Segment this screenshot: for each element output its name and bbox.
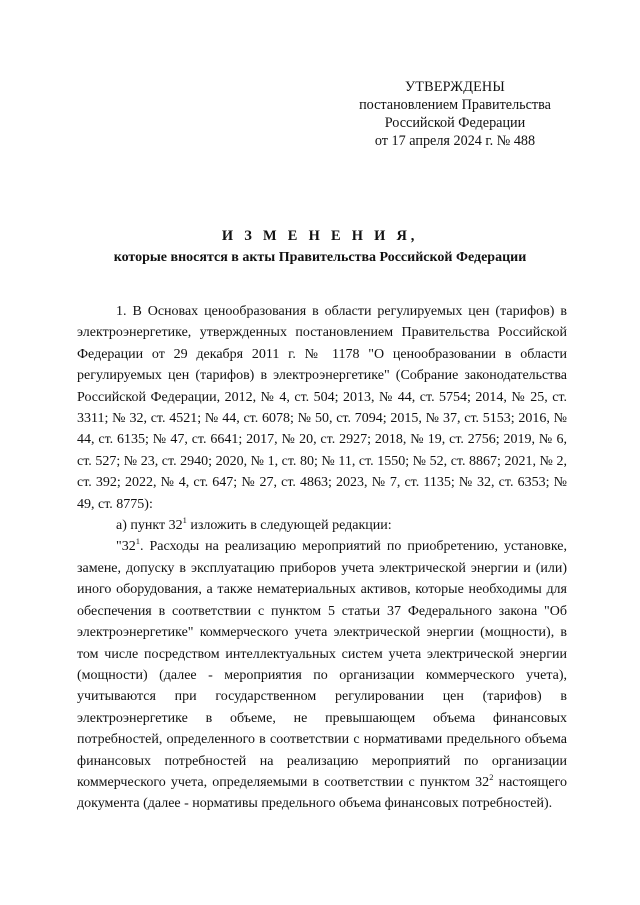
paragraph-quote: [77, 536, 567, 814]
quote-text-2: настоящего документа (далее - нормативы предельного объема финансовых потребностей).: [77, 774, 567, 812]
approval-line-government: Российской Федерации: [384, 115, 526, 131]
approval-heading: УТВЕРЖДЕНЫ: [405, 79, 505, 95]
sub-a-text-end: изложить в следующей редакции:: [186, 518, 392, 534]
document-subtitle: которые вносятся в акты Правительства Российской Федерации: [113, 250, 527, 265]
quote-start: "32: [116, 539, 136, 555]
document-body: [77, 301, 567, 815]
approval-line-decree: постановлением Правительства: [359, 97, 551, 113]
sub-a-text: а) пункт 32: [116, 518, 183, 534]
approval-line-date: от 17 апреля 2024 г. № 488: [374, 133, 536, 149]
document-title: И З М Е Н Е Н И Я,: [221, 228, 419, 244]
paragraph-sub-a: [77, 515, 567, 536]
quote-text-1: . Расходы на реализацию мероприятий по приобретению, установке, замене, допуску в эксплуатацию приборов учета электрической энергии и (или) иного оборудования, а также нематериальных активов, которые необходимы для обеспечения в соответствии с пунктом 5 статьи 37 Федерального закона "Об электроэнергетике" коммерческого учета электрической энергии (мощности), в том числе посредством интеллектуальных систем учета электрической энергии (мощности) (далее - мероприятия по организации коммерческого учета), учитываются при государственном регулировании цен (тарифов) в электроэнергетике в объеме, не превышающем объема финансовых потребностей, определенного в соответствии с нормативами предельного объема финансовых потребностей на реализацию мероприятий по организации коммерческого учета, определяемыми в соответствии с пунктом 32: [77, 539, 567, 790]
paragraph-item-1: 1. В Основах ценообразования в области регулируемых цен (тарифов) в электроэнергетике, утвержденных постановлением Правительства Российской Федерации от 29 декабря 2011 г. № 1178 "О ценообразовании в области регулируемых цен (тарифов) в электроэнергетике" (Собрание законодательства Российской Федерации, 2012, № 4, ст. 504; 2013, № 44, ст. 5754; 2014, № 25, ст. 3311; № 32, ст. 4521; № 44, ст. 6078; № 50, ст. 7094; 2015, № 37, ст. 5153; 2016, № 44, ст. 6135; № 47, ст. 6641; 2017, № 20, ст. 2927; 2018, № 19, ст. 2756; 2019, № 6, ст. 527; № 23, ст. 2940; 2020, № 1, ст. 80; № 11, ст. 1550; № 52, ст. 8867; 2021, № 2, ст. 392; 2022, № 4, ст. 647; № 27, ст. 4863; 2023, № 7, ст. 1135; № 32, ст. 6353; № 49, ст. 8775):: [77, 304, 567, 512]
quote-superscript-1: 1: [135, 536, 140, 547]
sub-a-superscript: 1: [182, 515, 187, 526]
quote-superscript-2: 2: [489, 771, 494, 782]
approval-stamp: [330, 78, 580, 150]
